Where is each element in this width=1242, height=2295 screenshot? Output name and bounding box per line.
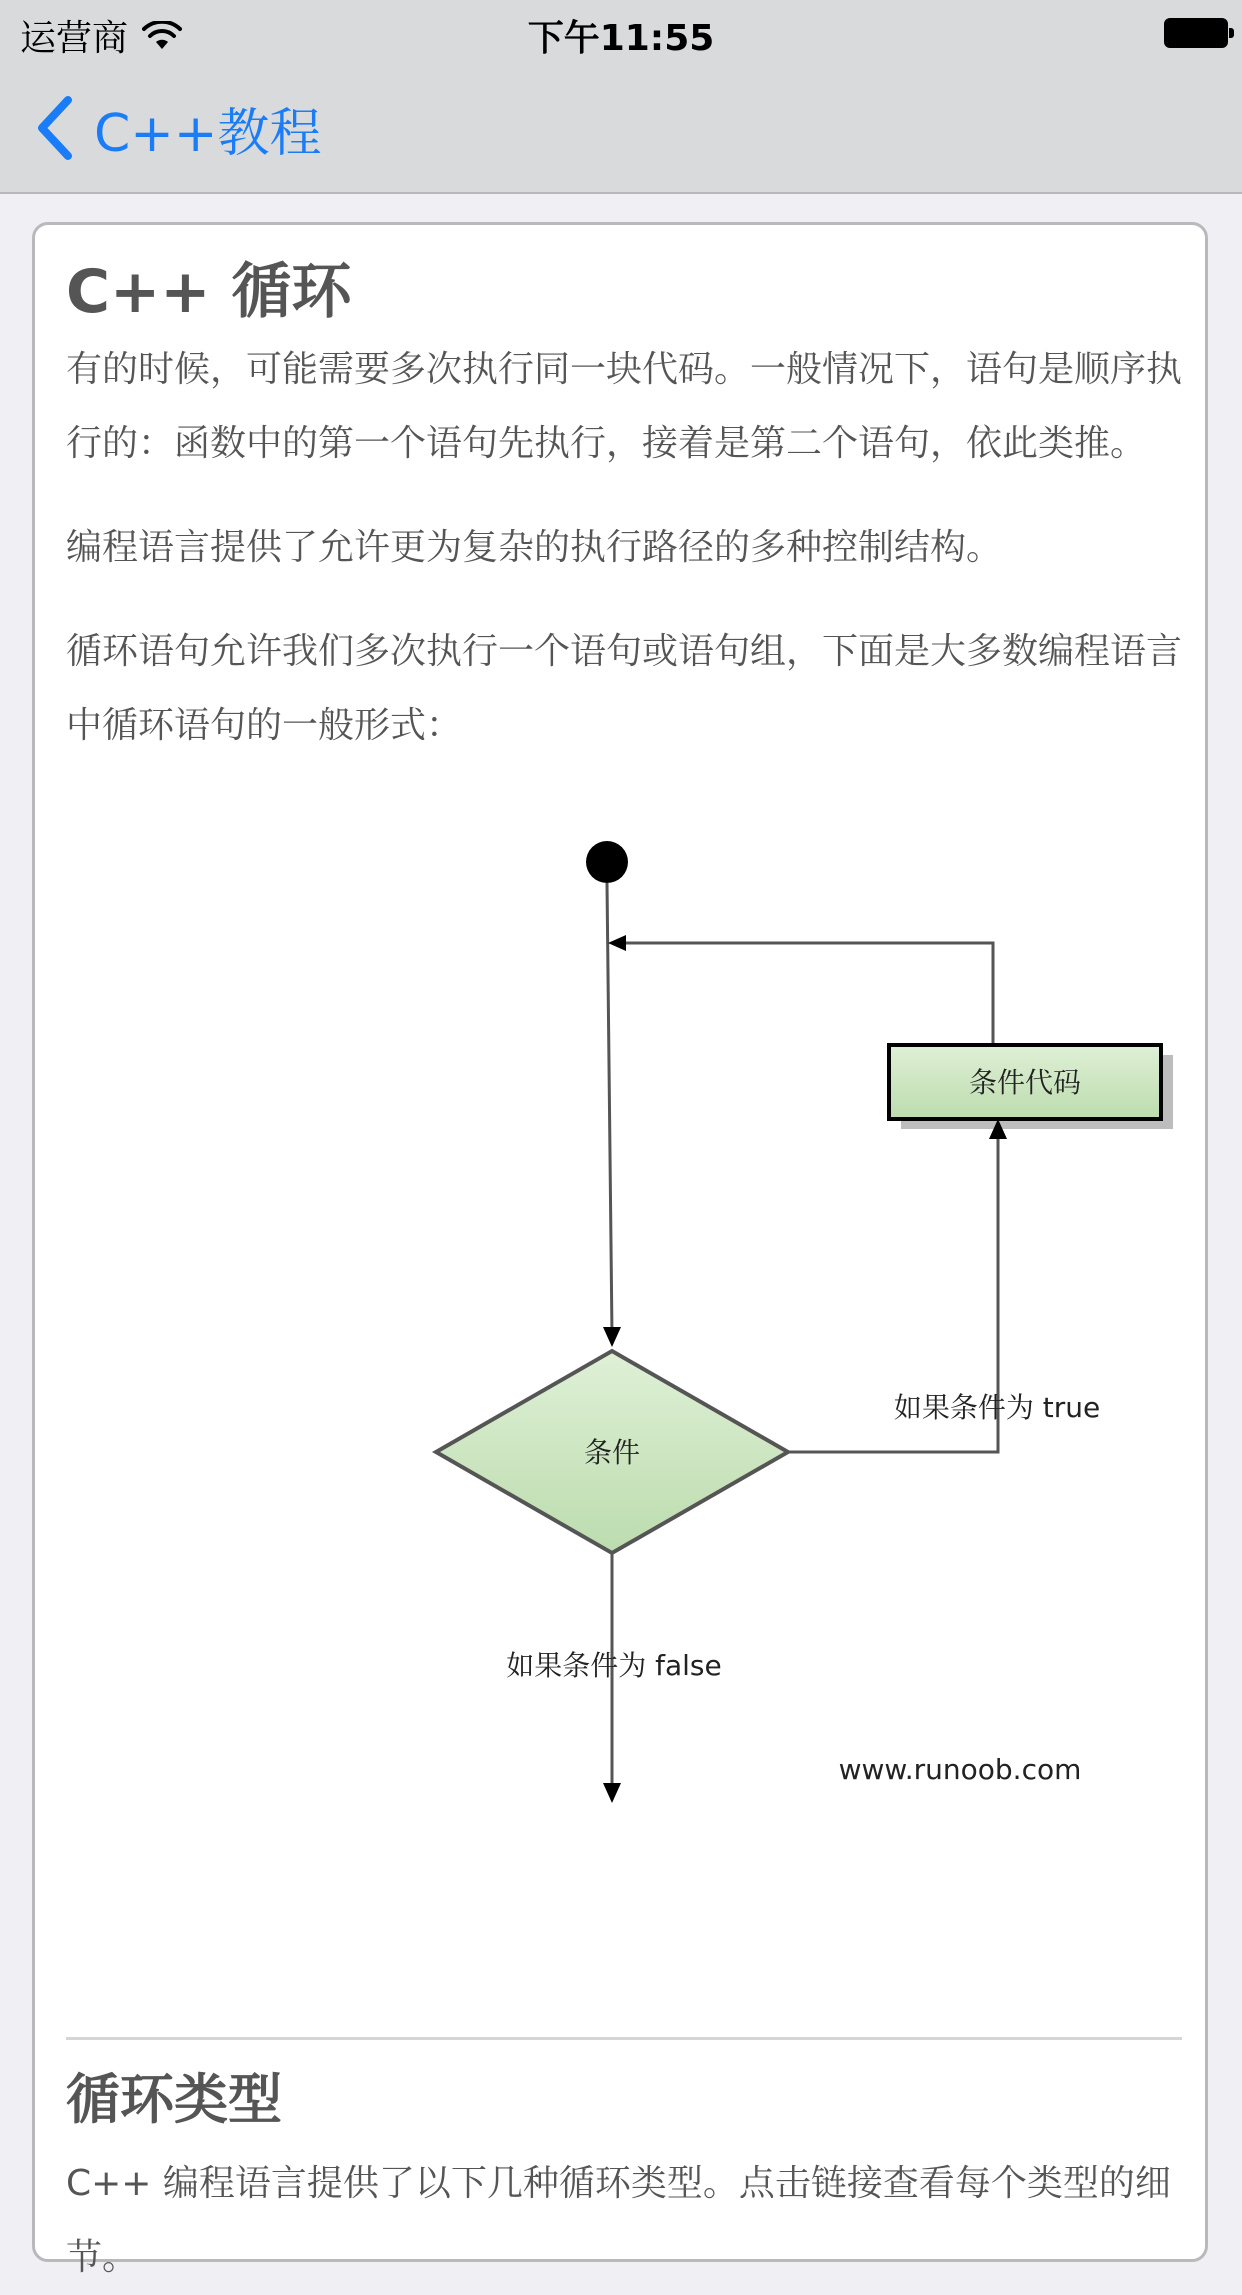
condition-label: 条件 <box>583 1436 641 1469</box>
section-title: 循环类型 <box>66 2068 282 2131</box>
diagram-watermark: www.runoob.com <box>838 1753 1082 1786</box>
back-button[interactable] <box>32 90 321 166</box>
loop-back-connector <box>622 943 993 1045</box>
article-content <box>66 255 1183 2278</box>
true-label: 如果条件为 true <box>893 1391 1101 1424</box>
article-card <box>32 222 1208 2278</box>
battery-icon <box>1164 18 1228 48</box>
start-connector <box>607 883 612 1335</box>
chevron-left-icon <box>32 94 76 162</box>
carrier-label: 运营商 <box>20 18 129 59</box>
paragraph-1: 有的时候，可能需要多次执行同一块代码。一般情况下，语句是顺序执行的：函数中的第一个语句先执行，接着是第二个语句，依此类推。 <box>66 349 1183 464</box>
section-divider <box>66 2037 1182 2040</box>
status-time: 下午11:55 <box>527 18 715 59</box>
code-box-label: 条件代码 <box>968 1066 1082 1099</box>
arrow-exit <box>603 1783 621 1803</box>
arrow-loop-back <box>608 935 626 951</box>
back-label: C++教程 <box>94 103 322 164</box>
navigation-bar <box>0 64 1242 194</box>
status-bar <box>0 0 1242 64</box>
section-paragraph: C++ 编程语言提供了以下几种循环类型。点击链接查看每个类型的细节。 <box>66 2163 1171 2278</box>
start-node <box>586 841 628 883</box>
paragraph-2: 编程语言提供了允许更为复杂的执行路径的多种控制结构。 <box>66 527 1003 568</box>
false-label: 如果条件为 false <box>506 1649 722 1682</box>
arrow-into-condition <box>603 1327 621 1347</box>
loop-flowchart <box>66 815 1182 1815</box>
paragraph-3: 循环语句允许我们多次执行一个语句或语句组，下面是大多数编程语言中循环语句的一般形式： <box>66 631 1183 746</box>
page-title: C++ 循环 <box>66 257 352 327</box>
